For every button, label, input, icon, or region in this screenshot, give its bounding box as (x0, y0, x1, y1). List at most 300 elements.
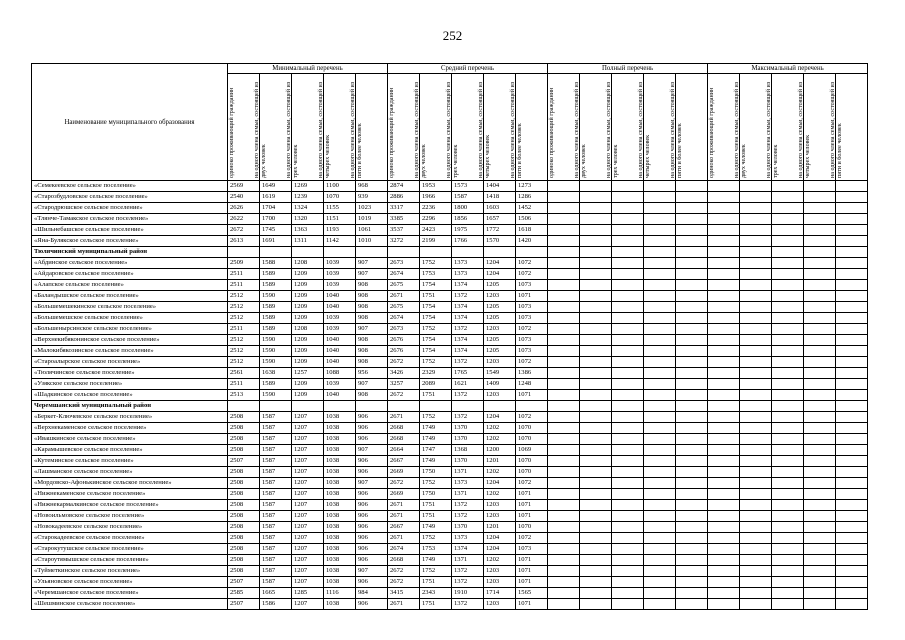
value-cell: 1038 (324, 478, 356, 489)
settlement-name: «Старозбудловское сельское поселение» (32, 192, 228, 203)
value-cell: 1203 (484, 357, 516, 368)
settlement-name: «Туйметкинское сельское поселение» (32, 566, 228, 577)
value-cell: 1070 (516, 423, 548, 434)
value-cell: 1239 (292, 192, 324, 203)
value-cell: 1752 (420, 533, 452, 544)
value-cell (740, 357, 772, 368)
value-cell (356, 401, 388, 412)
value-cell (548, 390, 580, 401)
value-cell: 1372 (452, 291, 484, 302)
value-cell (548, 357, 580, 368)
value-cell: 1751 (420, 390, 452, 401)
value-cell: 2508 (228, 544, 260, 555)
value-cell (580, 368, 612, 379)
value-cell (548, 214, 580, 225)
value-cell: 1208 (292, 324, 324, 335)
settlement-name: «Абдинское сельское поселение» (32, 258, 228, 269)
value-cell: 1209 (292, 302, 324, 313)
value-cell: 1372 (452, 511, 484, 522)
value-cell (580, 434, 612, 445)
value-cell (612, 313, 644, 324)
value-cell: 1040 (324, 390, 356, 401)
value-cell: 1116 (324, 588, 356, 599)
value-cell (580, 401, 612, 412)
value-cell: 1714 (484, 588, 516, 599)
value-cell (612, 456, 644, 467)
value-cell: 1657 (484, 214, 516, 225)
value-cell: 1207 (292, 500, 324, 511)
value-cell (836, 566, 868, 577)
value-cell: 1587 (260, 522, 292, 533)
value-cell (772, 346, 804, 357)
value-cell: 1750 (420, 489, 452, 500)
value-cell: 2674 (388, 269, 420, 280)
value-cell (580, 445, 612, 456)
value-cell: 1203 (484, 324, 516, 335)
value-cell (644, 423, 676, 434)
table-row (32, 225, 868, 236)
value-cell (804, 357, 836, 368)
table-row (32, 346, 868, 357)
value-cell (292, 247, 324, 258)
value-cell: 1207 (292, 489, 324, 500)
value-cell: 1751 (420, 511, 452, 522)
value-cell: 1371 (452, 489, 484, 500)
value-cell (740, 203, 772, 214)
table-row (32, 258, 868, 269)
value-cell: 906 (356, 467, 388, 478)
table-row (32, 599, 868, 610)
value-cell: 3426 (388, 368, 420, 379)
value-cell: 2672 (388, 566, 420, 577)
value-cell (644, 489, 676, 500)
value-cell (548, 555, 580, 566)
value-cell (740, 522, 772, 533)
settlement-name: «Шильнебашское сельское поселение» (32, 225, 228, 236)
value-cell (836, 522, 868, 533)
value-cell (708, 368, 740, 379)
value-cell: 1193 (324, 225, 356, 236)
value-cell (676, 346, 708, 357)
group-header: Минимальный перечень (228, 64, 388, 74)
value-cell: 2585 (228, 588, 260, 599)
value-cell: 1040 (324, 291, 356, 302)
value-cell (836, 533, 868, 544)
subcolumn-header-label: на одного члена семьи, состоящей из пяти и более человек (510, 81, 523, 178)
settlement-name: «Беркет-Ключевское сельское поселение» (32, 412, 228, 423)
value-cell (836, 390, 868, 401)
value-cell: 2672 (388, 357, 420, 368)
value-cell (740, 313, 772, 324)
value-cell (740, 236, 772, 247)
value-cell (740, 247, 772, 258)
value-cell (548, 511, 580, 522)
value-cell (548, 522, 580, 533)
value-cell (708, 214, 740, 225)
value-cell (836, 489, 868, 500)
value-cell (740, 302, 772, 313)
value-cell (708, 522, 740, 533)
value-cell (644, 533, 676, 544)
table-row (32, 522, 868, 533)
value-cell (644, 588, 676, 599)
value-cell (644, 434, 676, 445)
subcolumn-header-label: на одного члена семьи, состоящей из трех человек (606, 81, 620, 178)
value-cell: 1073 (516, 313, 548, 324)
value-cell (644, 478, 676, 489)
value-cell: 908 (356, 302, 388, 313)
value-cell: 1386 (516, 368, 548, 379)
value-cell: 1209 (292, 335, 324, 346)
value-cell (836, 313, 868, 324)
value-cell (836, 192, 868, 203)
subcolumn-header-label: на одного члена семьи, состоящей из трех человек (766, 81, 780, 178)
value-cell: 1039 (324, 313, 356, 324)
value-cell: 1200 (484, 445, 516, 456)
value-cell: 1372 (452, 390, 484, 401)
value-cell (580, 302, 612, 313)
value-cell: 1373 (452, 478, 484, 489)
value-cell: 1749 (420, 423, 452, 434)
value-cell (708, 467, 740, 478)
value-cell: 1506 (516, 214, 548, 225)
value-cell: 1207 (292, 544, 324, 555)
table-row (32, 544, 868, 555)
table-row (32, 236, 868, 247)
value-cell: 1207 (292, 423, 324, 434)
value-cell (772, 225, 804, 236)
value-cell: 1038 (324, 544, 356, 555)
value-cell (804, 434, 836, 445)
value-cell: 1590 (260, 335, 292, 346)
value-cell: 2507 (228, 456, 260, 467)
value-cell (708, 412, 740, 423)
value-cell (516, 247, 548, 258)
value-cell: 908 (356, 313, 388, 324)
value-cell: 1749 (420, 434, 452, 445)
value-cell (740, 500, 772, 511)
section-row (32, 401, 868, 412)
value-cell: 2508 (228, 478, 260, 489)
value-cell (676, 423, 708, 434)
value-cell (548, 423, 580, 434)
value-cell: 1665 (260, 588, 292, 599)
value-cell: 907 (356, 566, 388, 577)
value-cell: 1061 (356, 225, 388, 236)
value-cell: 3272 (388, 236, 420, 247)
value-cell: 1754 (420, 346, 452, 357)
value-cell: 1587 (260, 478, 292, 489)
value-cell: 1649 (260, 181, 292, 192)
value-cell (740, 379, 772, 390)
value-cell (772, 500, 804, 511)
value-cell (836, 412, 868, 423)
value-cell (612, 467, 644, 478)
value-cell (420, 401, 452, 412)
value-cell: 2508 (228, 445, 260, 456)
value-cell: 1374 (452, 335, 484, 346)
value-cell: 3537 (388, 225, 420, 236)
value-cell (708, 500, 740, 511)
settlement-name: «Алапское сельское поселение» (32, 280, 228, 291)
value-cell: 2672 (228, 225, 260, 236)
value-cell (708, 599, 740, 610)
value-cell: 1072 (516, 324, 548, 335)
value-cell (644, 291, 676, 302)
value-cell (612, 423, 644, 434)
value-cell: 1040 (324, 335, 356, 346)
value-cell (644, 445, 676, 456)
subcolumn-header-label: на одного члена семьи, состоящей из трех человек (446, 81, 459, 178)
table-row (32, 181, 868, 192)
value-cell (644, 379, 676, 390)
table-row (32, 368, 868, 379)
value-cell: 1071 (516, 489, 548, 500)
value-cell: 908 (356, 346, 388, 357)
value-cell (580, 247, 612, 258)
value-cell (580, 313, 612, 324)
value-cell (676, 500, 708, 511)
value-cell: 1072 (516, 258, 548, 269)
table-row (32, 423, 868, 434)
value-cell (804, 456, 836, 467)
group-header: Полный перечень (548, 64, 708, 74)
value-cell: 1750 (420, 467, 452, 478)
value-cell: 1038 (324, 467, 356, 478)
value-cell (676, 247, 708, 258)
value-cell (644, 203, 676, 214)
value-cell (772, 566, 804, 577)
value-cell (580, 280, 612, 291)
value-cell (708, 511, 740, 522)
table-row (32, 467, 868, 478)
value-cell (644, 555, 676, 566)
value-cell (228, 247, 260, 258)
value-cell: 1207 (292, 478, 324, 489)
value-cell: 907 (356, 269, 388, 280)
value-cell (772, 511, 804, 522)
value-cell (644, 324, 676, 335)
value-cell (548, 324, 580, 335)
table-row (32, 456, 868, 467)
value-cell (612, 500, 644, 511)
value-cell (740, 324, 772, 335)
value-cell (708, 478, 740, 489)
value-cell: 1073 (516, 280, 548, 291)
value-cell (836, 577, 868, 588)
value-cell: 2569 (228, 181, 260, 192)
value-cell: 1071 (516, 390, 548, 401)
table-row (32, 280, 868, 291)
value-cell: 1370 (452, 522, 484, 533)
value-cell (612, 225, 644, 236)
value-cell: 1209 (292, 346, 324, 357)
subcolumn-header-label: на одного члена семьи, состоящей из четырех человек (318, 81, 331, 178)
value-cell: 1202 (484, 489, 516, 500)
value-cell: 1202 (484, 467, 516, 478)
value-cell (548, 247, 580, 258)
value-cell: 906 (356, 544, 388, 555)
value-cell: 1073 (516, 346, 548, 357)
value-cell: 1953 (420, 181, 452, 192)
value-cell (708, 203, 740, 214)
subcolumn-header-label: на одного члена семьи, состоящей из двух человек (254, 81, 267, 178)
subcolumn-header-label: на одного члена семьи, состоящей из четырех человек (478, 81, 491, 178)
value-cell: 2674 (388, 544, 420, 555)
table-row (32, 302, 868, 313)
value-cell (612, 533, 644, 544)
group-header: Средний перечень (388, 64, 548, 74)
table-row (32, 214, 868, 225)
value-cell (644, 401, 676, 412)
value-cell (612, 258, 644, 269)
value-cell (612, 566, 644, 577)
value-cell (548, 181, 580, 192)
value-cell (580, 390, 612, 401)
value-cell: 908 (356, 335, 388, 346)
value-cell (676, 478, 708, 489)
value-cell: 1039 (324, 269, 356, 280)
value-cell: 1040 (324, 302, 356, 313)
subcolumn-header-label: одиноко проживающий гражданин (549, 87, 556, 178)
value-cell (708, 401, 740, 412)
value-cell (548, 599, 580, 610)
value-cell (836, 181, 868, 192)
value-cell: 908 (356, 291, 388, 302)
value-cell (612, 599, 644, 610)
settlement-name: «Верхнекаменское сельское поселение» (32, 423, 228, 434)
table-row (32, 555, 868, 566)
table-row (32, 588, 868, 599)
value-cell: 1207 (292, 511, 324, 522)
value-cell (708, 379, 740, 390)
value-cell (804, 291, 836, 302)
table-row (32, 192, 868, 203)
value-cell (772, 335, 804, 346)
value-cell (260, 401, 292, 412)
value-cell: 1203 (484, 500, 516, 511)
value-cell: 1587 (260, 566, 292, 577)
value-cell (676, 555, 708, 566)
value-cell: 1204 (484, 258, 516, 269)
value-cell (740, 335, 772, 346)
value-cell (580, 324, 612, 335)
value-cell (676, 456, 708, 467)
value-cell (836, 478, 868, 489)
value-cell: 1070 (324, 192, 356, 203)
value-cell: 1209 (292, 291, 324, 302)
table-row (32, 269, 868, 280)
value-cell (836, 511, 868, 522)
value-cell (548, 500, 580, 511)
subcolumn-header-label: одиноко проживающий гражданин (389, 87, 395, 178)
value-cell (548, 456, 580, 467)
value-cell: 907 (356, 258, 388, 269)
value-cell (708, 533, 740, 544)
value-cell: 2507 (228, 599, 260, 610)
value-cell: 2671 (388, 511, 420, 522)
value-cell (644, 390, 676, 401)
value-cell (804, 555, 836, 566)
value-cell: 2673 (388, 324, 420, 335)
value-cell: 2561 (228, 368, 260, 379)
value-cell: 1100 (324, 181, 356, 192)
value-cell: 1589 (260, 302, 292, 313)
value-cell (676, 544, 708, 555)
value-cell: 2511 (228, 379, 260, 390)
value-cell (740, 467, 772, 478)
value-cell: 2667 (388, 456, 420, 467)
value-cell: 1374 (452, 313, 484, 324)
value-cell: 2512 (228, 357, 260, 368)
value-cell (612, 390, 644, 401)
value-cell (676, 181, 708, 192)
value-cell (772, 280, 804, 291)
value-cell (804, 269, 836, 280)
district-name: Черемшанский муниципальный район (32, 401, 228, 412)
value-cell: 1038 (324, 456, 356, 467)
settlement-name: «Шадкинское сельское поселение» (32, 390, 228, 401)
value-cell (644, 181, 676, 192)
value-cell (644, 302, 676, 313)
value-cell: 906 (356, 423, 388, 434)
value-cell (612, 247, 644, 258)
value-cell (740, 214, 772, 225)
value-cell (772, 269, 804, 280)
value-cell (612, 357, 644, 368)
value-cell (548, 467, 580, 478)
value-cell (580, 379, 612, 390)
value-cell: 2671 (388, 291, 420, 302)
value-cell: 1753 (420, 269, 452, 280)
value-cell (804, 346, 836, 357)
value-cell: 2508 (228, 566, 260, 577)
value-cell (836, 544, 868, 555)
value-cell: 1203 (484, 511, 516, 522)
value-cell: 906 (356, 577, 388, 588)
value-cell: 1590 (260, 291, 292, 302)
value-cell: 1975 (452, 225, 484, 236)
value-cell (804, 203, 836, 214)
value-cell: 2626 (228, 203, 260, 214)
value-cell: 1205 (484, 335, 516, 346)
settlement-name: «Тюлячинское сельское поселение» (32, 368, 228, 379)
value-cell: 1324 (292, 203, 324, 214)
value-cell: 1374 (452, 302, 484, 313)
value-cell (836, 555, 868, 566)
value-cell: 1587 (260, 511, 292, 522)
value-cell (548, 225, 580, 236)
district-name: Тюлячинский муниципальный район (32, 247, 228, 258)
table-row (32, 577, 868, 588)
value-cell (772, 467, 804, 478)
value-cell (548, 533, 580, 544)
value-cell: 2508 (228, 423, 260, 434)
value-cell (708, 247, 740, 258)
value-cell: 1073 (516, 335, 548, 346)
value-cell: 1372 (452, 500, 484, 511)
value-cell: 1371 (452, 467, 484, 478)
value-cell: 906 (356, 434, 388, 445)
value-cell: 1751 (420, 500, 452, 511)
value-cell (452, 401, 484, 412)
table-row (32, 489, 868, 500)
value-cell: 1749 (420, 555, 452, 566)
subcolumn-header-label: на одного члена семьи, состоящей из двух человек (574, 81, 588, 178)
value-cell: 1910 (452, 588, 484, 599)
value-cell: 1202 (484, 555, 516, 566)
value-cell (676, 588, 708, 599)
